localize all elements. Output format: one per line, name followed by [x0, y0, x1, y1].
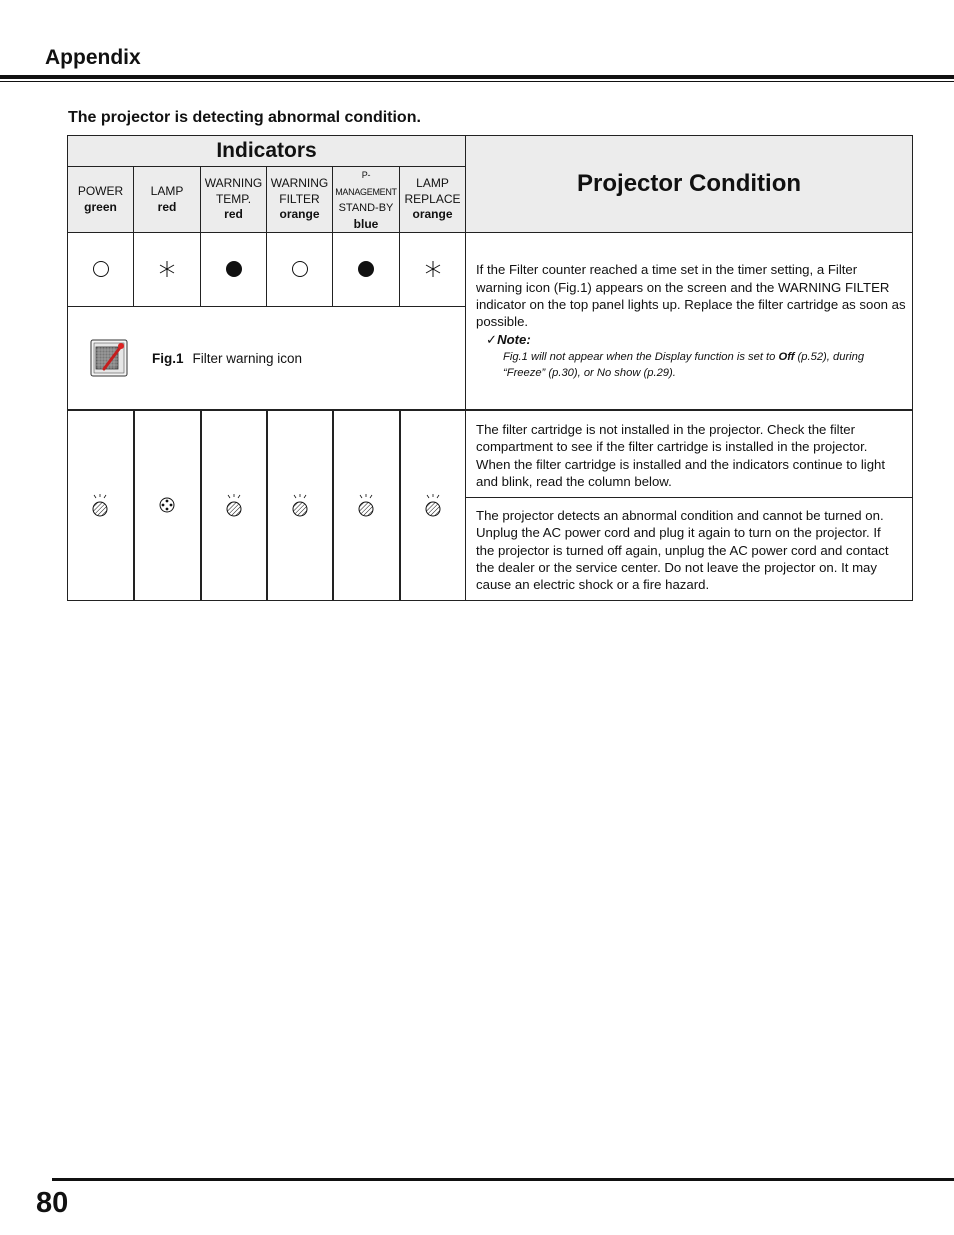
lamp-asterisk-icon — [134, 233, 201, 307]
note-label: Note: — [497, 332, 531, 348]
warning-temp-blinking-icon — [201, 410, 267, 601]
description-text: If the Filter counter reached a time set in the timer setting, a Filter warning icon (Fig.1) appears on the screen and the WARNING FILTER indicator on the top panel lights up. Replace the filter cartridge as soon as possible. — [476, 262, 906, 330]
note-text — [503, 349, 906, 381]
column-header-lamp-replace — [400, 167, 466, 233]
warning-filter-blinking-icon — [267, 410, 333, 601]
column-color: orange — [279, 207, 320, 222]
column-color: blue — [353, 216, 379, 231]
figure-caption — [152, 351, 302, 366]
warning-filter-off-circle-icon — [267, 233, 333, 307]
column-label-2: REPLACE — [404, 191, 461, 206]
description-filter-not-installed: The filter cartridge is not installed in the projector. Check the filter compartment to see if the filter cartridge is installed in the projector. When the filter cartridge is installed and the indicators continue to light and blink, read the column below. — [466, 411, 912, 498]
column-header-lamp — [134, 167, 201, 233]
figure-cell — [68, 307, 466, 411]
lamp-replace-asterisk-icon — [400, 233, 466, 307]
warning-temp-solid-dot-icon — [201, 233, 267, 307]
power-blinking-icon — [68, 410, 134, 601]
column-color: red — [157, 199, 177, 214]
section-title: Appendix — [45, 46, 141, 69]
description-abnormal-condition: The projector detects an abnormal condition and cannot be turned on. Unplug the AC power cord and plug it again to turn on the projector. If the projector is turned off again, unplug the AC power cord and contact the dealer or the service center. Do not leave the projector on. It may cause an electric shock or a fire hazard. — [476, 508, 889, 593]
column-header-p-management — [333, 167, 400, 233]
figure-label: Fig.1 — [152, 350, 184, 366]
lamp-replace-blinking-icon — [400, 410, 466, 601]
column-color: green — [84, 199, 117, 214]
standby-solid-dot-icon — [333, 233, 400, 307]
indicators-title: Indicators — [216, 139, 317, 162]
condition-description-filter-warning — [466, 233, 913, 411]
column-label-2: FILTER — [279, 191, 320, 206]
lamp-dotted-diamond-icon — [134, 410, 201, 601]
condition-title: Projector Condition — [577, 170, 802, 197]
column-label-2: STAND-BY — [338, 202, 394, 214]
standby-blinking-icon — [333, 410, 400, 601]
column-header-warning-temp — [201, 167, 267, 233]
column-label-2: TEMP. — [215, 191, 252, 206]
page-number: 80 — [36, 1187, 69, 1219]
column-color: orange — [412, 207, 453, 222]
column-header-warning-filter — [267, 167, 333, 233]
header-rule — [0, 75, 954, 79]
figure-caption-text: Filter warning icon — [192, 350, 303, 366]
column-label: POWER — [77, 184, 124, 198]
note-text-pre: Fig.1 will not appear when the Display function is set to — [503, 350, 779, 363]
column-color: red — [224, 207, 243, 222]
column-header-power — [68, 167, 134, 233]
note-text-bold: Off — [778, 350, 795, 363]
column-label: LAMP — [150, 184, 184, 198]
check-icon: ✓ — [486, 332, 498, 348]
power-off-circle-icon — [68, 233, 134, 307]
condition-header — [466, 136, 913, 233]
indicator-table — [67, 135, 913, 601]
header-rule-thin — [0, 81, 954, 82]
table-caption: The projector is detecting abnormal condition. — [68, 109, 421, 126]
column-label: WARNING — [204, 176, 263, 191]
note-heading — [486, 331, 906, 348]
footer-rule — [52, 1178, 954, 1181]
note-text-post: (p.52), during “Freeze” (p.30), or No show (p.29). — [503, 350, 865, 379]
column-label: LAMP — [416, 176, 449, 191]
indicators-header — [68, 136, 466, 167]
column-label: WARNING — [270, 176, 329, 191]
filter-warning-icon — [90, 339, 128, 377]
column-label: P-MANAGEMENT — [335, 170, 397, 197]
condition-description-abnormal — [466, 410, 913, 601]
